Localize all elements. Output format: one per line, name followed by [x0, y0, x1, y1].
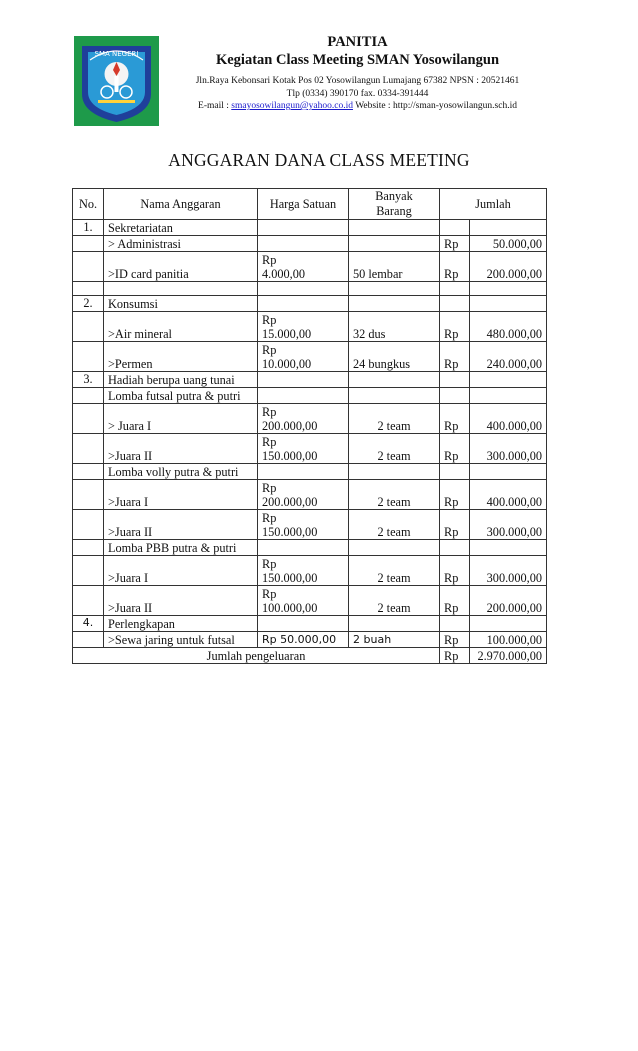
table-row: Lomba volly putra & putri [73, 464, 547, 480]
total-label: Jumlah pengeluaran [73, 648, 440, 664]
contact-line [170, 101, 545, 111]
table-row: 3. Hadiah berupa uang tunai [73, 372, 547, 388]
email-link[interactable]: smayosowilangun@yahoo.co.id [231, 101, 353, 111]
table-row [73, 282, 547, 296]
table-row: >Juara II Rp 150.000,00 2 team Rp 300.000,00 [73, 434, 547, 464]
logo-text: SMA NEGERI [94, 50, 139, 58]
website-text: Website : http://sman-yosowilangun.sch.id [355, 101, 517, 111]
table-row: >ID card panitia Rp 4.000,00 50 lembar Rp 200.000,00 [73, 252, 547, 282]
table-row: >Juara I Rp 150.000,00 2 team Rp 300.000,00 [73, 556, 547, 586]
total-row: Jumlah pengeluaran Rp 2.970.000,00 [73, 648, 547, 664]
table-row: >Juara I Rp 200.000,00 2 team Rp 400.000,00 [73, 480, 547, 510]
col-unit-price: Harga Satuan [258, 189, 349, 220]
document-title: ANGGARAN DANA CLASS MEETING [168, 150, 470, 170]
table-row: >Permen Rp 10.000,00 24 bungkus Rp 240.000,00 [73, 342, 547, 372]
table-row: >Juara II Rp 100.000,00 2 team Rp 200.000,00 [73, 586, 547, 616]
col-total: Jumlah [440, 189, 547, 220]
email-label: E-mail : [198, 101, 229, 111]
table-row: >Sewa jaring untuk futsal Rp 50.000,00 2 buah Rp 100.000,00 [73, 632, 547, 648]
col-name: Nama Anggaran [104, 189, 258, 220]
table-row: > Administrasi Rp 50.000,00 [73, 236, 547, 252]
table-row: Lomba PBB putra & putri [73, 540, 547, 556]
school-logo [74, 36, 159, 126]
table-row: 4. Perlengkapan [73, 616, 547, 632]
table-row: >Air mineral Rp 15.000,00 32 dus Rp 480.000,00 [73, 312, 547, 342]
col-no: No. [73, 189, 104, 220]
school-phone: Tlp (0334) 390170 fax. 0334-391444 [286, 89, 429, 99]
table-row: >Juara II Rp 150.000,00 2 team Rp 300.000,00 [73, 510, 547, 540]
committee-title: PANITIA [327, 34, 388, 50]
table-row: Lomba futsal putra & putri [73, 388, 547, 404]
table-row: 1. Sekretariatan [73, 220, 547, 236]
total-value: 2.970.000,00 [470, 648, 547, 664]
table-row: 2. Konsumsi [73, 296, 547, 312]
col-quantity: Banyak Barang [349, 189, 440, 220]
school-address: Jln.Raya Kebonsari Kotak Pos 02 Yosowilangun Lumajang 67382 NPSN : 20521461 [195, 76, 520, 86]
table-row: > Juara I Rp 200.000,00 2 team Rp 400.000,00 [73, 404, 547, 434]
table-header-row [73, 189, 547, 220]
budget-table [72, 188, 547, 664]
event-title: Kegiatan Class Meeting SMAN Yosowilangun [215, 52, 500, 68]
